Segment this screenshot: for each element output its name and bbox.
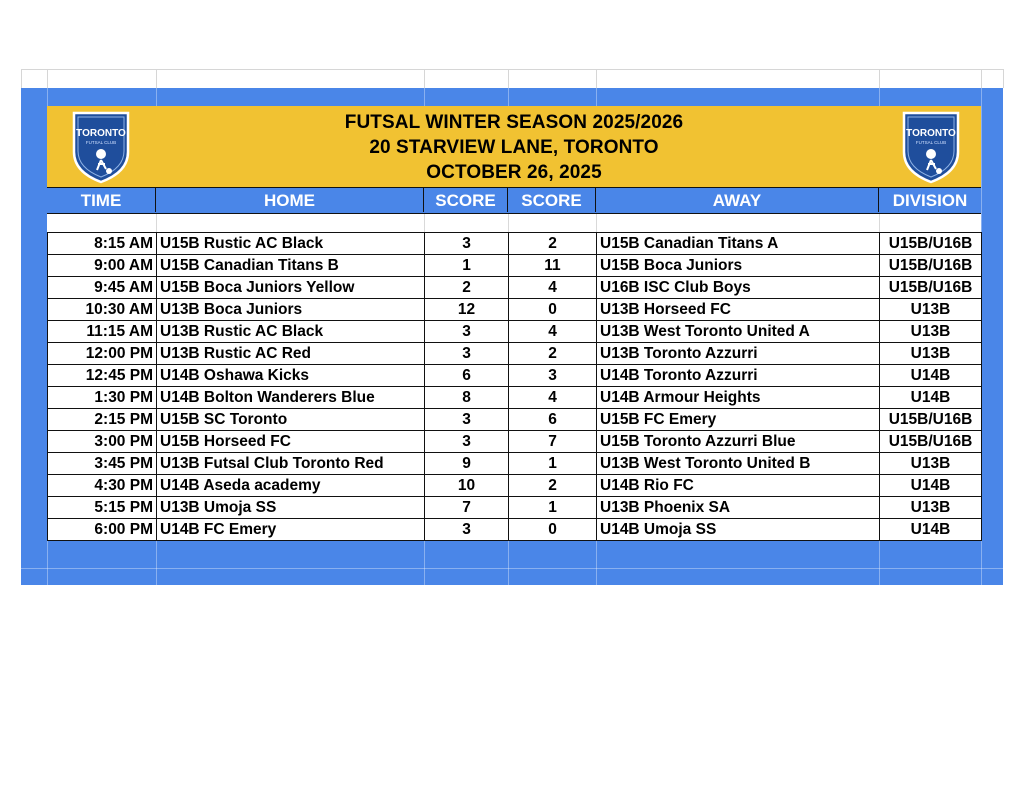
home-score: 3 xyxy=(425,343,509,365)
game-time: 10:30 AM xyxy=(48,299,157,321)
away-score: 0 xyxy=(509,519,597,541)
spacer-row xyxy=(47,214,981,232)
table-row xyxy=(48,321,982,343)
home-score: 3 xyxy=(425,321,509,343)
away-team: U15B FC Emery xyxy=(597,409,880,431)
gridline xyxy=(21,69,22,88)
division: U14B xyxy=(880,365,982,387)
table-row xyxy=(48,431,982,453)
column-header-time: TIME xyxy=(47,188,156,212)
game-time: 3:00 PM xyxy=(48,431,157,453)
home-score: 12 xyxy=(425,299,509,321)
table-row xyxy=(48,409,982,431)
home-score: 9 xyxy=(425,453,509,475)
gridline xyxy=(981,69,982,88)
away-score: 4 xyxy=(509,321,597,343)
home-team: U13B Rustic AC Black xyxy=(157,321,425,343)
gridline xyxy=(1003,69,1004,88)
logo-subtext: FUTSAL CLUB xyxy=(85,140,117,145)
away-score: 6 xyxy=(509,409,597,431)
away-score: 7 xyxy=(509,431,597,453)
game-time: 3:45 PM xyxy=(48,453,157,475)
away-score: 0 xyxy=(509,299,597,321)
division: U13B xyxy=(880,321,982,343)
table-row xyxy=(48,233,982,255)
home-team: U13B Umoja SS xyxy=(157,497,425,519)
table-row xyxy=(48,453,982,475)
venue-title: 20 STARVIEW LANE, TORONTO xyxy=(369,137,659,158)
gridline xyxy=(879,69,880,88)
home-team: U15B Canadian Titans B xyxy=(157,255,425,277)
away-score: 2 xyxy=(509,343,597,365)
away-team: U13B West Toronto United A xyxy=(597,321,880,343)
game-time: 1:30 PM xyxy=(48,387,157,409)
column-header-division: DIVISION xyxy=(892,191,968,210)
away-team: U13B Horseed FC xyxy=(597,299,880,321)
logo-wordmark: TORONTO xyxy=(906,128,956,139)
division: U13B xyxy=(880,453,982,475)
logo-wordmark: TORONTO xyxy=(76,128,126,139)
home-team: U15B Boca Juniors Yellow xyxy=(157,277,425,299)
away-score: 3 xyxy=(509,365,597,387)
table-row xyxy=(48,299,982,321)
home-team: U14B FC Emery xyxy=(157,519,425,541)
away-team: U13B Toronto Azzurri xyxy=(597,343,880,365)
table-row xyxy=(48,519,982,541)
logo-subtext: FUTSAL CLUB xyxy=(915,140,947,145)
column-header-away: AWAY xyxy=(596,188,879,212)
game-time: 4:30 PM xyxy=(48,475,157,497)
table-row xyxy=(48,343,982,365)
column-header-home: HOME xyxy=(156,188,424,212)
gridline xyxy=(47,69,48,88)
away-team: U13B Phoenix SA xyxy=(597,497,880,519)
division: U14B xyxy=(880,519,982,541)
date-title: OCTOBER 26, 2025 xyxy=(426,162,602,183)
away-score: 11 xyxy=(509,255,597,277)
division: U14B xyxy=(880,387,982,409)
home-score: 3 xyxy=(425,409,509,431)
games-table xyxy=(47,232,982,541)
season-title: FUTSAL WINTER SEASON 2025/2026 xyxy=(344,112,684,133)
division: U13B xyxy=(880,299,982,321)
away-team: U14B Armour Heights xyxy=(597,387,880,409)
away-team: U14B Rio FC xyxy=(597,475,880,497)
column-header-away-score: SCORE xyxy=(508,188,596,212)
game-time: 6:00 PM xyxy=(48,519,157,541)
away-team: U13B West Toronto United B xyxy=(597,453,880,475)
gridline xyxy=(156,69,157,88)
home-score: 2 xyxy=(425,277,509,299)
home-team: U14B Oshawa Kicks xyxy=(157,365,425,387)
club-logo-left xyxy=(72,110,130,184)
home-team: U15B SC Toronto xyxy=(157,409,425,431)
home-team: U15B Rustic AC Black xyxy=(157,233,425,255)
club-logo-right xyxy=(902,110,960,184)
gridline xyxy=(424,69,425,88)
home-score: 6 xyxy=(425,365,509,387)
column-header-home-score: SCORE xyxy=(424,188,508,212)
away-score: 1 xyxy=(509,497,597,519)
division: U15B/U16B xyxy=(880,255,982,277)
game-time: 2:15 PM xyxy=(48,409,157,431)
division: U15B/U16B xyxy=(880,409,982,431)
table-row xyxy=(48,255,982,277)
division: U14B xyxy=(880,475,982,497)
table-row xyxy=(48,387,982,409)
division: U13B xyxy=(880,343,982,365)
home-score: 3 xyxy=(425,233,509,255)
away-score: 4 xyxy=(509,387,597,409)
game-time: 5:15 PM xyxy=(48,497,157,519)
table-row xyxy=(48,475,982,497)
home-team: U13B Futsal Club Toronto Red xyxy=(157,453,425,475)
away-team: U14B Toronto Azzurri xyxy=(597,365,880,387)
away-team: U14B Umoja SS xyxy=(597,519,880,541)
table-row xyxy=(48,365,982,387)
home-team: U15B Horseed FC xyxy=(157,431,425,453)
home-score: 3 xyxy=(425,519,509,541)
away-team: U15B Boca Juniors xyxy=(597,255,880,277)
away-team: U15B Toronto Azzurri Blue xyxy=(597,431,880,453)
home-score: 10 xyxy=(425,475,509,497)
division: U13B xyxy=(880,497,982,519)
division: U15B/U16B xyxy=(880,431,982,453)
away-score: 2 xyxy=(509,233,597,255)
home-score: 3 xyxy=(425,431,509,453)
game-time: 9:00 AM xyxy=(48,255,157,277)
game-time: 11:15 AM xyxy=(48,321,157,343)
division: U15B/U16B xyxy=(880,277,982,299)
home-team: U13B Rustic AC Red xyxy=(157,343,425,365)
column-header-row xyxy=(47,187,981,214)
away-team: U16B ISC Club Boys xyxy=(597,277,880,299)
game-time: 12:45 PM xyxy=(48,365,157,387)
table-row xyxy=(48,277,982,299)
gridline xyxy=(508,69,509,88)
away-score: 4 xyxy=(509,277,597,299)
away-score: 1 xyxy=(509,453,597,475)
home-team: U14B Aseda academy xyxy=(157,475,425,497)
away-score: 2 xyxy=(509,475,597,497)
home-score: 7 xyxy=(425,497,509,519)
home-team: U13B Boca Juniors xyxy=(157,299,425,321)
game-time: 8:15 AM xyxy=(48,233,157,255)
gridline xyxy=(596,69,597,88)
home-score: 8 xyxy=(425,387,509,409)
title-banner xyxy=(47,106,981,187)
table-row xyxy=(48,497,982,519)
home-team: U14B Bolton Wanderers Blue xyxy=(157,387,425,409)
home-score: 1 xyxy=(425,255,509,277)
game-time: 12:00 PM xyxy=(48,343,157,365)
game-time: 9:45 AM xyxy=(48,277,157,299)
away-team: U15B Canadian Titans A xyxy=(597,233,880,255)
division: U15B/U16B xyxy=(880,233,982,255)
